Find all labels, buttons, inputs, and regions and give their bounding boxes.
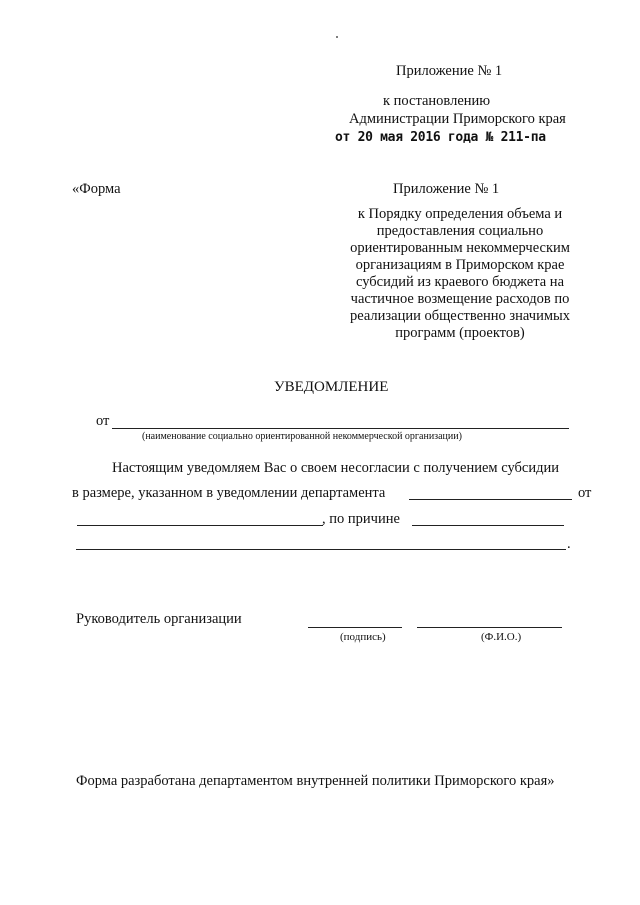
body-line-2: в размере, указанном в уведомлении департамента xyxy=(72,485,386,501)
notice-reference-line[interactable] xyxy=(409,499,572,500)
header-date-number: от 20 мая 2016 года № 211-па xyxy=(335,130,546,145)
body-line-2-end: от xyxy=(578,485,592,501)
appendix2-line: ориентированным некоммерческим xyxy=(350,240,570,256)
header-administration: Администрации Приморского края xyxy=(349,111,566,127)
appendix2-line: частичное возмещение расходов по xyxy=(350,291,570,307)
notice-title: УВЕДОМЛЕНИЕ xyxy=(274,379,389,395)
organization-name-caption: (наименование социально ориентированной некоммерческой организации) xyxy=(142,431,462,442)
appendix2-text xyxy=(330,206,590,342)
organization-name-line[interactable] xyxy=(112,428,569,429)
full-name-caption: (Ф.И.О.) xyxy=(481,631,522,643)
body-line-1: Настоящим уведомляем Вас о своем несогласии с получением субсидии xyxy=(112,460,560,476)
full-name-line[interactable] xyxy=(417,627,562,628)
appendix2-line: реализации общественно значимых xyxy=(349,308,570,324)
appendix2-line: организациям в Приморском крае xyxy=(355,257,565,273)
form-label: «Форма xyxy=(72,181,121,197)
header-to-resolution: к постановлению xyxy=(383,93,491,109)
signature-line[interactable] xyxy=(308,627,402,628)
notice-date-line[interactable] xyxy=(77,525,323,526)
scan-speck xyxy=(336,36,338,38)
head-label: Руководитель организации xyxy=(76,611,242,627)
footer-text: Форма разработана департаментом внутренней политики Приморского края» xyxy=(76,773,555,789)
appendix2-title: Приложение № 1 xyxy=(393,181,500,197)
appendix2-line: к Порядку определения объема и xyxy=(357,206,563,222)
body-line-3: , по причине xyxy=(322,511,400,527)
signature-caption: (подпись) xyxy=(340,631,386,643)
reason-continuation-line[interactable] xyxy=(76,549,566,550)
reason-line[interactable] xyxy=(412,525,564,526)
from-label: от xyxy=(96,413,110,429)
body-line-4-end: . xyxy=(567,536,571,552)
header-appendix: Приложение № 1 xyxy=(396,63,503,79)
appendix2-line: программ (проектов) xyxy=(395,325,525,341)
appendix2-line: субсидий из краевого бюджета на xyxy=(355,274,565,290)
appendix2-line: предоставления социально xyxy=(376,223,544,239)
